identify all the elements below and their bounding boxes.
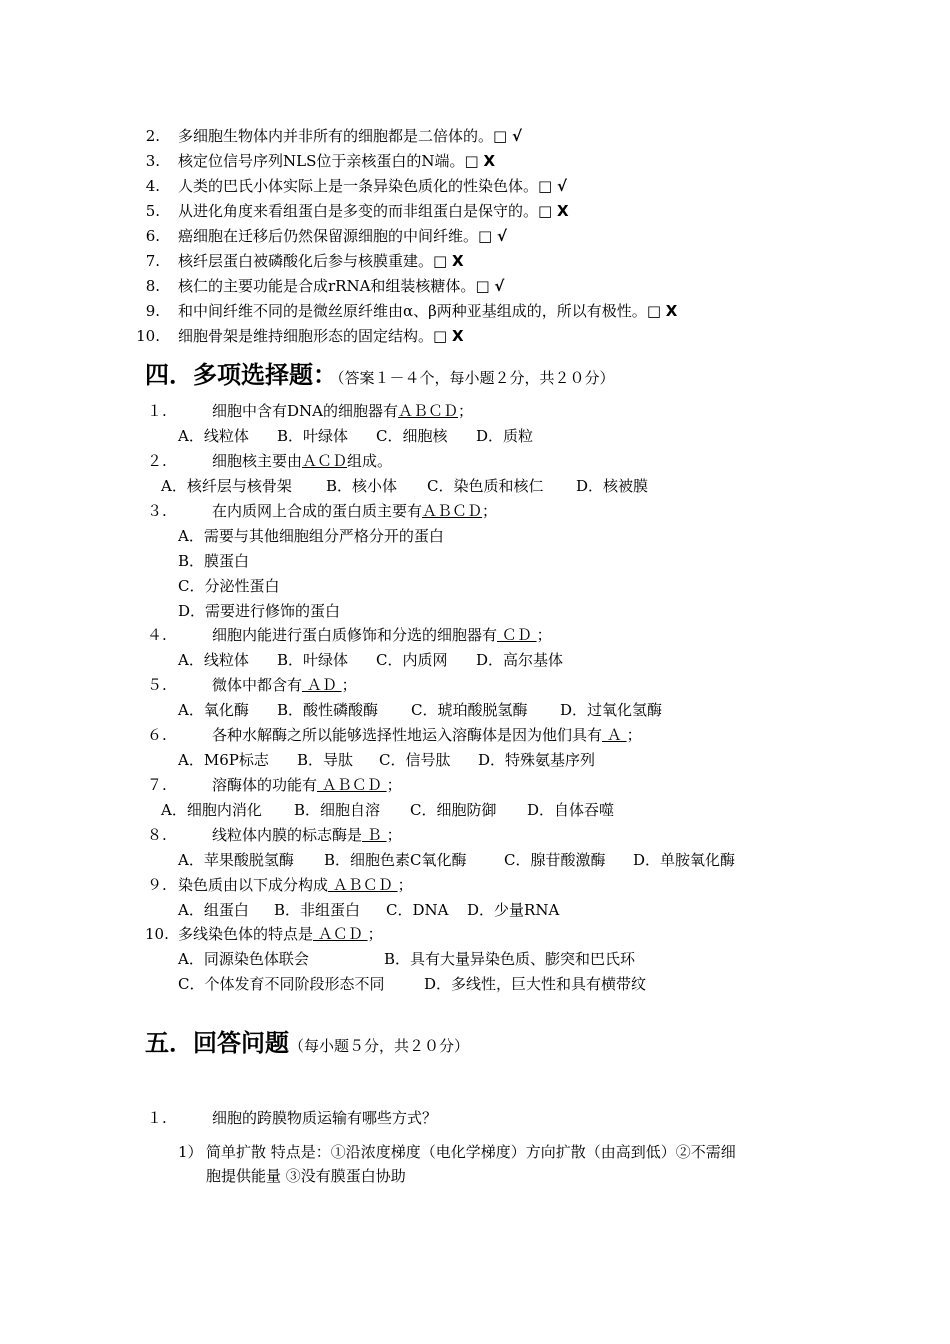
option: C．琥珀酸脱氢酶 <box>411 701 528 719</box>
check-mark: √ <box>494 277 505 295</box>
section-heading-short-answer <box>145 1028 469 1061</box>
question-number: ８. <box>147 826 167 844</box>
checkbox: □ <box>493 127 508 145</box>
tf-text: 和中间纤维不同的是微丝原纤维由α、β两种亚基组成的，所以有极性。 <box>178 302 647 320</box>
option: A．氧化酶 <box>178 701 249 719</box>
question-number: 10. <box>145 925 169 943</box>
question-suffix: ； <box>386 776 402 794</box>
option: B．叶绿体 <box>277 651 349 669</box>
question-number: ９. <box>147 876 167 894</box>
answer-number: 1） <box>178 1143 203 1161</box>
question-text: 溶酶体的功能有 <box>212 776 318 794</box>
option: D．过氧化氢酶 <box>560 701 663 719</box>
answer: ＡＤ <box>302 676 342 694</box>
option: B．导肽 <box>297 751 354 769</box>
question-suffix: ； <box>397 876 413 894</box>
cross-mark: X <box>483 152 496 170</box>
option: C．信号肽 <box>379 751 451 769</box>
tf-text: 核仁的主要功能是合成rRNA和组装核糖体。 <box>178 277 476 295</box>
option: D．单胺氧化酶 <box>633 851 736 869</box>
option: C．腺苷酸激酶 <box>504 851 606 869</box>
option: D．质粒 <box>476 427 534 445</box>
section-note: （答案１－４个，每小题２分，共２０分） <box>337 369 615 387</box>
tf-number: 7. <box>145 252 160 270</box>
section-title: 五．回答问题 <box>145 1029 289 1057</box>
option: C．DNA <box>386 901 449 919</box>
check-mark: √ <box>556 177 567 195</box>
cross-mark: X <box>665 302 678 320</box>
option: B．核小体 <box>326 477 398 495</box>
question-text: 染色质由以下成分构成 <box>178 876 329 894</box>
option: B．细胞自溶 <box>294 801 381 819</box>
question-text: 各种水解酶之所以能够选择性地运入溶酶体是因为他们具有 <box>212 726 603 744</box>
answer: ＡＢＣＤ <box>317 776 387 794</box>
answer-text: 简单扩散 特点是：①沿浓度梯度（电化学梯度）方向扩散（由高到低）②不需细 <box>206 1143 736 1161</box>
option: A．组蛋白 <box>178 901 249 919</box>
tf-number: 6. <box>145 227 160 245</box>
question-number: １. <box>147 402 167 420</box>
answer: ＡＣＤ <box>313 925 368 943</box>
question-suffix: ； <box>458 402 474 420</box>
answer: ＡＣＤ <box>302 452 348 470</box>
option: D．自体吞噬 <box>527 801 615 819</box>
answer: Ｂ <box>362 826 387 844</box>
question-suffix: 组成。 <box>347 452 393 470</box>
tf-number: 2. <box>145 127 160 145</box>
option: C．细胞核 <box>376 427 448 445</box>
tf-text: 癌细胞在迁移后仍然保留源细胞的中间纤维。 <box>178 227 479 245</box>
check-mark: √ <box>496 227 507 245</box>
option: C．分泌性蛋白 <box>178 577 280 595</box>
section-title: 四．多项选择题： <box>145 361 337 389</box>
option: B．叶绿体 <box>277 427 349 445</box>
checkbox: □ <box>646 302 661 320</box>
question-text: 细胞内能进行蛋白质修饰和分选的细胞器有 <box>212 626 498 644</box>
question-suffix: ； <box>367 925 383 943</box>
tf-number: 5. <box>145 202 160 220</box>
checkbox: □ <box>433 252 448 270</box>
question-number: ４. <box>147 626 167 644</box>
tf-text: 从进化角度来看组蛋白是多变的而非组蛋白是保守的。 <box>178 202 539 220</box>
checkbox: □ <box>538 202 553 220</box>
option: C．个体发育不同阶段形态不同 <box>178 975 385 993</box>
option: D．核被膜 <box>576 477 649 495</box>
question-suffix: ； <box>341 676 357 694</box>
option: B．非组蛋白 <box>274 901 361 919</box>
question-number: ２. <box>147 452 167 470</box>
option: C．内质网 <box>376 651 448 669</box>
option: B．细胞色素C氧化酶 <box>324 851 467 869</box>
question-number: ５. <box>147 676 167 694</box>
option: A．线粒体 <box>178 427 249 445</box>
option: A．线粒体 <box>178 651 249 669</box>
option: A．核纤层与核骨架 <box>161 477 292 495</box>
tf-text: 人类的巴氏小体实际上是一条异染色质化的性染色体。 <box>178 177 539 195</box>
option: D．需要进行修饰的蛋白 <box>178 602 341 620</box>
option: A．细胞内消化 <box>161 801 262 819</box>
question-suffix: ； <box>536 626 552 644</box>
question-text: 细胞中含有DNA的细胞器有 <box>212 402 398 420</box>
answer-text: 胞提供能量 ③没有膜蛋白协助 <box>206 1167 406 1185</box>
answer: ＡＢＣＤ <box>422 502 483 520</box>
section-heading-multiple-choice <box>145 360 615 393</box>
tf-text: 多细胞生物体内并非所有的细胞都是二倍体的。 <box>178 127 494 145</box>
answer: ＣＤ <box>497 626 537 644</box>
check-mark: √ <box>511 127 522 145</box>
tf-number: 10. <box>136 327 160 345</box>
option: B．具有大量异染色质、膨突和巴氏环 <box>384 950 636 968</box>
option: C．细胞防御 <box>410 801 497 819</box>
question-text: 多线染色体的特点是 <box>178 925 314 943</box>
checkbox: □ <box>538 177 553 195</box>
option: D．少量RNA <box>467 901 560 919</box>
tf-text: 细胞骨架是维持细胞形态的固定结构。 <box>178 327 434 345</box>
cross-mark: X <box>451 327 464 345</box>
question-number: ６. <box>147 726 167 744</box>
option: D．特殊氨基序列 <box>478 751 596 769</box>
question-number: １. <box>147 1109 167 1127</box>
tf-number: 3. <box>145 152 160 170</box>
checkbox: □ <box>464 152 479 170</box>
option: A．同源染色体联会 <box>178 950 309 968</box>
tf-number: 9. <box>145 302 160 320</box>
question-text: 微体中都含有 <box>212 676 303 694</box>
question-text: 细胞的跨膜物质运输有哪些方式？ <box>212 1109 438 1127</box>
question-suffix: ； <box>482 502 498 520</box>
cross-mark: X <box>451 252 464 270</box>
option: A．M6P标志 <box>178 751 269 769</box>
answer: ＡＢＣＤ <box>398 402 459 420</box>
section-note: （每小题５分，共２０分） <box>289 1037 470 1055</box>
question-text: 细胞核主要由 <box>212 452 303 470</box>
option: D．多线性，巨大性和具有横带纹 <box>424 975 647 993</box>
question-number: ３. <box>147 502 167 520</box>
question-suffix: ； <box>626 726 642 744</box>
question-text: 线粒体内膜的标志酶是 <box>212 826 363 844</box>
tf-text: 核纤层蛋白被磷酸化后参与核膜重建。 <box>178 252 434 270</box>
option: B．膜蛋白 <box>178 552 250 570</box>
question-number: ７. <box>147 776 167 794</box>
tf-number: 4. <box>145 177 160 195</box>
answer: Ａ <box>602 726 627 744</box>
checkbox: □ <box>433 327 448 345</box>
tf-number: 8. <box>145 277 160 295</box>
question-text: 在内质网上合成的蛋白质主要有 <box>212 502 423 520</box>
question-suffix: ； <box>386 826 402 844</box>
checkbox: □ <box>478 227 493 245</box>
answer: ＡＢＣＤ <box>328 876 398 894</box>
checkbox: □ <box>475 277 490 295</box>
option: A．需要与其他细胞组分严格分开的蛋白 <box>178 527 444 545</box>
cross-mark: X <box>556 202 569 220</box>
option: D．高尔基体 <box>476 651 564 669</box>
tf-text: 核定位信号序列NLS位于亲核蛋白的N端。 <box>178 152 465 170</box>
option: A．苹果酸脱氢酶 <box>178 851 294 869</box>
option: B．酸性磷酸酶 <box>277 701 379 719</box>
option: C．染色质和核仁 <box>427 477 544 495</box>
